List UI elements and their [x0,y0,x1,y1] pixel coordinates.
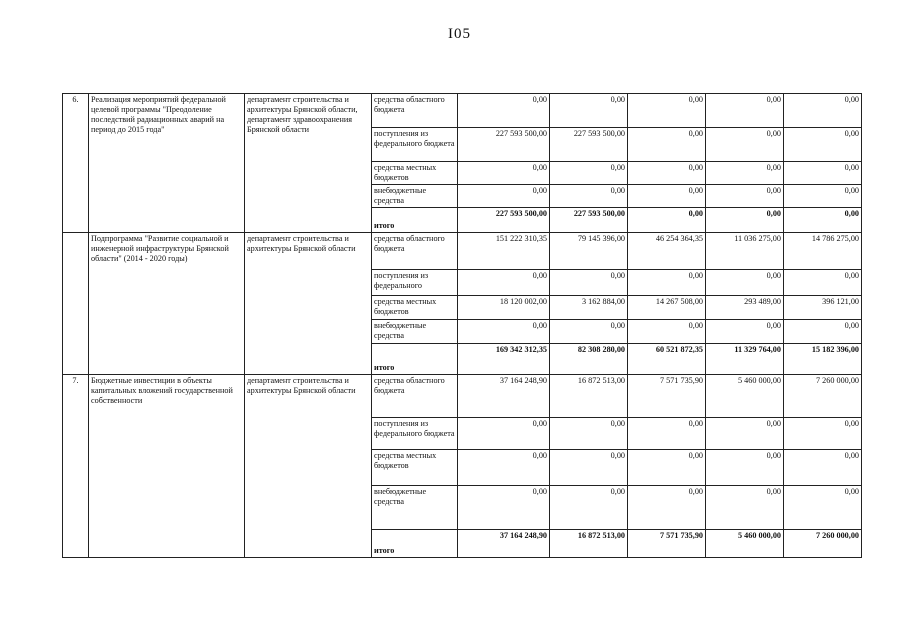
funding-source: средства областного бюджета [372,94,458,128]
amount-cell: 46 254 364,35 [628,233,706,270]
amount-cell: 0,00 [706,418,784,450]
funding-source: внебюджетные средства [372,185,458,208]
program-name: Бюджетные инвестиции в объекты капитальных вложений государственной собственности [89,375,245,558]
amount-cell: 37 164 248,90 [458,375,550,418]
amount-cell: 0,00 [458,486,550,530]
funding-source: средства областного бюджета [372,233,458,270]
amount-cell: 14 267 508,00 [628,296,706,320]
amount-cell: 0,00 [706,450,784,486]
amount-cell: 7 260 000,00 [784,375,862,418]
amount-cell: 396 121,00 [784,296,862,320]
amount-cell: 7 571 735,90 [628,375,706,418]
page-number: I05 [448,26,471,42]
amount-cell: 0,00 [458,418,550,450]
amount-cell: 293 489,00 [706,296,784,320]
amount-cell: 0,00 [458,450,550,486]
amount-cell: 60 521 872,35 [628,344,706,375]
amount-cell: 0,00 [784,128,862,162]
amount-cell: 0,00 [784,208,862,233]
amount-cell: 0,00 [784,162,862,185]
amount-cell: 0,00 [550,185,628,208]
amount-cell: 0,00 [706,128,784,162]
budget-table-body [63,94,862,558]
amount-cell: 14 786 275,00 [784,233,862,270]
amount-cell: 0,00 [706,486,784,530]
funding-source: итого [372,530,458,558]
program-name: Подпрограмма "Развитие социальной и инженерной инфраструктуры Брянской области" (2014 - 2020 годы) [89,233,245,375]
amount-cell: 0,00 [458,162,550,185]
amount-cell: 0,00 [550,162,628,185]
funding-source: поступления из федерального [372,270,458,296]
amount-cell: 0,00 [628,94,706,128]
funding-source: внебюджетные средства [372,486,458,530]
amount-cell: 0,00 [784,94,862,128]
amount-cell: 0,00 [628,185,706,208]
amount-cell: 18 120 002,00 [458,296,550,320]
amount-cell: 0,00 [706,94,784,128]
amount-cell: 227 593 500,00 [458,128,550,162]
amount-cell: 11 329 764,00 [706,344,784,375]
amount-cell: 0,00 [706,270,784,296]
amount-cell: 0,00 [784,418,862,450]
amount-cell: 79 145 396,00 [550,233,628,270]
amount-cell: 0,00 [628,128,706,162]
amount-cell: 0,00 [458,270,550,296]
amount-cell: 0,00 [458,320,550,344]
funding-source: внебюджетные средства [372,320,458,344]
amount-cell: 0,00 [628,208,706,233]
amount-cell: 0,00 [628,162,706,185]
amount-cell: 0,00 [784,486,862,530]
executor-name: департамент строительства и архитектуры Брянской области [245,233,372,375]
amount-cell: 15 182 396,00 [784,344,862,375]
amount-cell: 0,00 [550,320,628,344]
funding-source: поступления из федерального бюджета [372,418,458,450]
amount-cell: 0,00 [628,450,706,486]
program-name: Реализация мероприятий федеральной целевой программы "Преодоление последствий радиационных аварий на период до 2015 года" [89,94,245,233]
amount-cell: 0,00 [784,270,862,296]
funding-source: поступления из федерального бюджета [372,128,458,162]
budget-row [63,233,862,270]
budget-row [63,375,862,418]
amount-cell: 0,00 [706,185,784,208]
budget-row [63,94,862,128]
amount-cell: 0,00 [550,418,628,450]
amount-cell: 0,00 [628,486,706,530]
funding-source: средства областного бюджета [372,375,458,418]
amount-cell: 0,00 [706,320,784,344]
funding-source: итого [372,344,458,375]
executor-name: департамент строительства и архитектуры Брянской области, департамент здравоохранения Брянской области [245,94,372,233]
row-index: 6. [63,94,89,233]
row-index [63,233,89,375]
amount-cell: 0,00 [784,450,862,486]
funding-source: средства местных бюджетов [372,450,458,486]
amount-cell: 0,00 [706,162,784,185]
amount-cell: 151 222 310,35 [458,233,550,270]
amount-cell: 11 036 275,00 [706,233,784,270]
amount-cell: 227 593 500,00 [550,208,628,233]
amount-cell: 0,00 [550,486,628,530]
budget-table [62,93,862,558]
amount-cell: 5 460 000,00 [706,375,784,418]
amount-cell: 37 164 248,90 [458,530,550,558]
amount-cell: 0,00 [628,270,706,296]
amount-cell: 16 872 513,00 [550,375,628,418]
amount-cell: 0,00 [628,418,706,450]
amount-cell: 7 260 000,00 [784,530,862,558]
amount-cell: 82 308 280,00 [550,344,628,375]
amount-cell: 5 460 000,00 [706,530,784,558]
amount-cell: 0,00 [628,320,706,344]
amount-cell: 227 593 500,00 [550,128,628,162]
amount-cell: 0,00 [784,320,862,344]
amount-cell: 0,00 [706,208,784,233]
amount-cell: 0,00 [458,94,550,128]
amount-cell: 7 571 735,90 [628,530,706,558]
funding-source: средства местных бюджетов [372,162,458,185]
amount-cell: 16 872 513,00 [550,530,628,558]
amount-cell: 0,00 [784,185,862,208]
amount-cell: 0,00 [550,450,628,486]
amount-cell: 0,00 [550,94,628,128]
funding-source: средства местных бюджетов [372,296,458,320]
row-index: 7. [63,375,89,558]
executor-name: департамент строительства и архитектуры Брянской области [245,375,372,558]
amount-cell: 0,00 [458,185,550,208]
amount-cell: 0,00 [550,270,628,296]
funding-source: итого [372,208,458,233]
amount-cell: 169 342 312,35 [458,344,550,375]
amount-cell: 3 162 884,00 [550,296,628,320]
amount-cell: 227 593 500,00 [458,208,550,233]
